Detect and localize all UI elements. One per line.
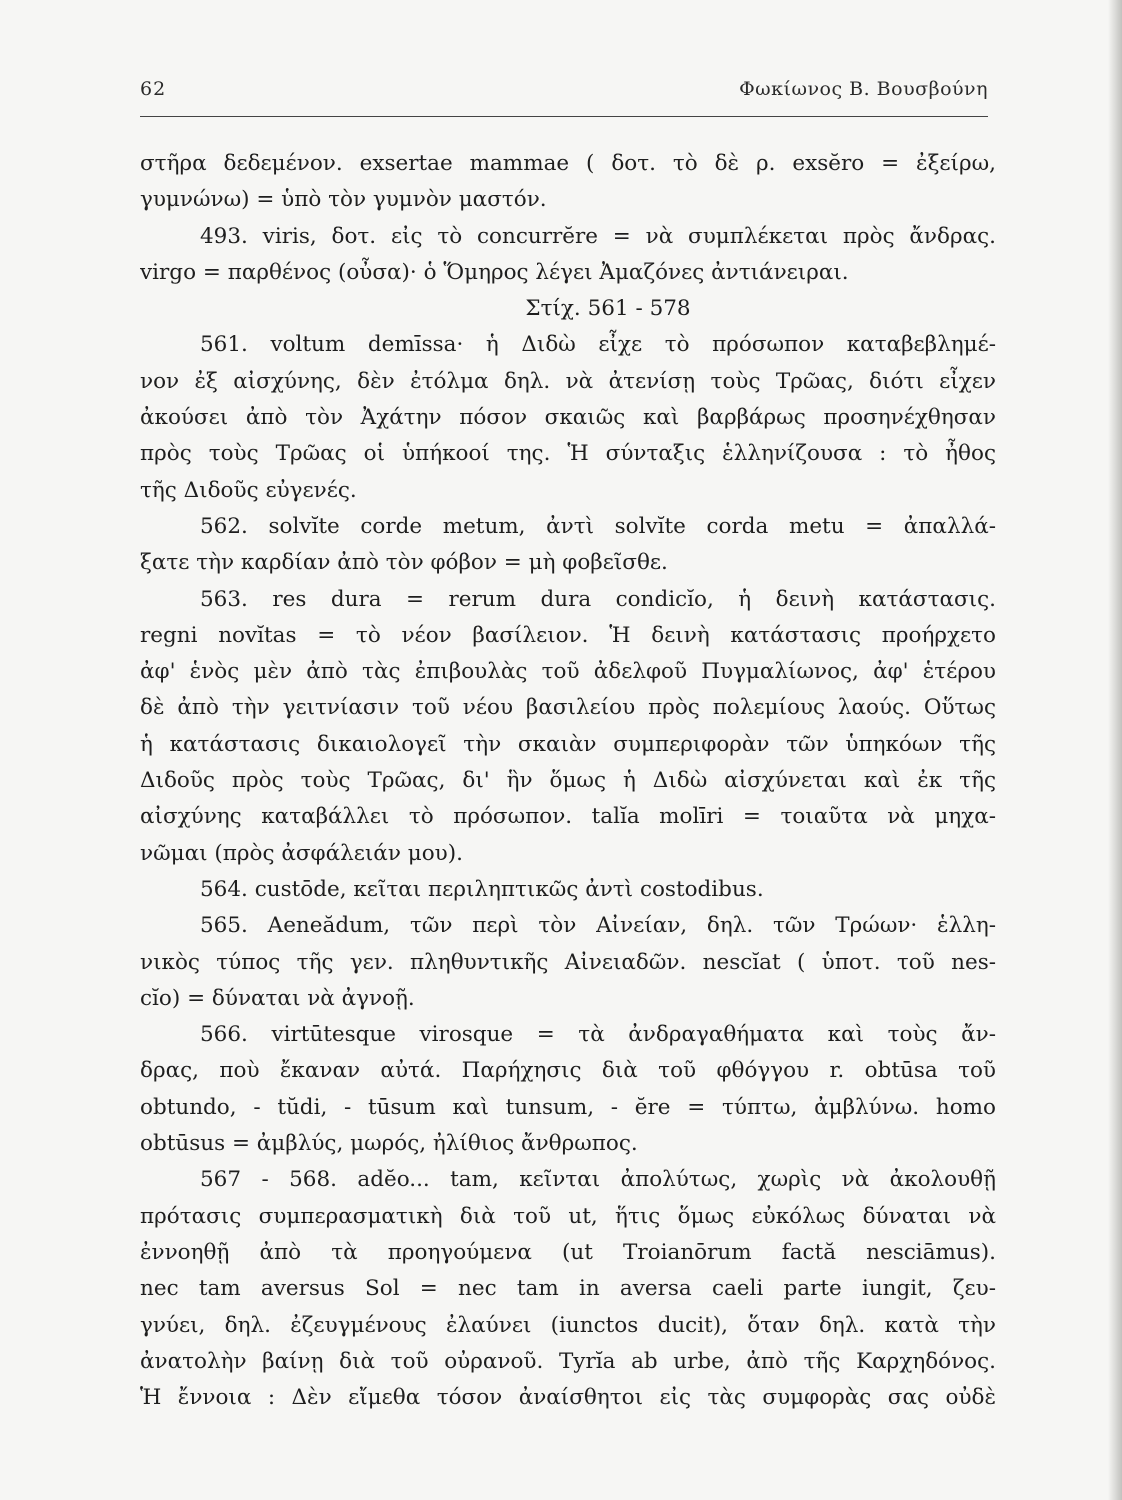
text-line: 563. res dura = rerum dura condicĭo, ἡ δεινὴ κατάστασις.: [200, 586, 996, 612]
text-line: γυμνώνω) = ὑπὸ τὸν γυμνὸν μαστόν.: [140, 187, 547, 213]
text-line: γνύει, δηλ. ἐζευγμένους ἐλαύνει (iunctos ducit), ὅταν δηλ. κατὰ τὴν: [140, 1312, 996, 1338]
text-line: 564. custōde, κεῖται περιληπτικῶς ἀντὶ costodibus.: [200, 876, 764, 902]
text-line: τῆς Διδοῦς εὐγενές.: [140, 477, 357, 503]
text-line: Στίχ. 561 - 578: [525, 296, 691, 322]
text-line: πρότασις συμπερασματικὴ διὰ τοῦ ut, ἥτις ὅμως εὐκόλως δύναται νὰ: [140, 1203, 996, 1229]
text-line: νικὸς τύπος τῆς γεν. πληθυντικῆς Αἰνειαδῶν. nescĭat ( ὑποτ. τοῦ nes-: [140, 949, 996, 975]
page-edge-shadow: [1108, 0, 1122, 1500]
text-line: 565. Aeneădum, τῶν περὶ τὸν Αἰνείαν, δηλ. τῶν Τρώων· ἑλλη-: [200, 913, 996, 939]
text-line: Διδοῦς πρὸς τοὺς Τρῶας, δι' ἣν ὅμως ἡ Διδὼ αἰσχύνεται καὶ ἐκ τῆς: [140, 768, 996, 794]
page-header: [140, 78, 988, 108]
text-line: αἰσχύνης καταβάλλει τὸ πρόσωπον. talĭa molīri = τοιαῦτα νὰ μηχα-: [140, 804, 996, 830]
page-number: 62: [140, 78, 167, 100]
text-line: πρὸς τοὺς Τρῶας οἱ ὑπήκοοί της. Ἡ σύνταξις ἑλληνίζουσα : τὸ ἦθος: [140, 441, 996, 467]
text-line: 562. solvĭte corde metum, ἀντὶ solvĭte corda metu = ἀπαλλά-: [200, 513, 996, 539]
text-line: 493. viris, δοτ. εἰς τὸ concurrĕre = νὰ συμπλέκεται πρὸς ἄνδρας.: [200, 223, 996, 249]
text-line: virgo = παρθένος (οὖσα)· ὁ Ὅμηρος λέγει Ἀμαζόνες ἀντιάνειραι.: [140, 259, 849, 285]
text-line: ἐννοηθῇ ἀπὸ τὰ προηγούμενα (ut Troianōrum factă nesciāmus).: [140, 1239, 996, 1265]
text-line: regni novĭtas = τὸ νέον βασίλειον. Ἡ δεινὴ κατάστασις προήρχετο: [140, 622, 996, 648]
header-rule: [140, 116, 988, 117]
text-line: obtūsus = ἀμβλύς, μωρός, ἠλίθιος ἄνθρωπος.: [140, 1131, 638, 1157]
text-line: ἀκούσει ἀπὸ τὸν Ἀχάτην πόσον σκαιῶς καὶ βαρβάρως προσηνέχθησαν: [140, 405, 996, 431]
text-line: Ἡ ἔννοια : Δὲν εἴμεθα τόσον ἀναίσθητοι εἰς τὰς συμφορὰς σας οὐδὲ: [140, 1385, 996, 1411]
commentary-body: [140, 146, 996, 1416]
text-line: nec tam aversus Sol = nec tam in aversa caeli parte iungit, ζευ-: [140, 1276, 996, 1302]
text-line: ξατε τὴν καρδίαν ἀπὸ τὸν φόβον = μὴ φοβεῖσθε.: [140, 550, 668, 576]
text-line: 561. voltum demīssa· ἡ Διδὼ εἶχε τὸ πρόσωπον καταβεβλημέ-: [200, 332, 996, 358]
text-line: νον ἐξ αἰσχύνης, δὲν ἐτόλμα δηλ. νὰ ἀτενίσῃ τοὺς Τρῶας, διότι εἶχεν: [140, 368, 996, 394]
text-line: 566. virtūtesque virosque = τὰ ἀνδραγαθήματα καὶ τοὺς ἄν-: [200, 1022, 996, 1048]
text-line: obtundo, - tŭdi, - tūsum καὶ tunsum, - ĕre = τύπτω, ἀμβλύνω. homo: [140, 1094, 996, 1120]
running-head: Φωκίωνος Β. Βουσβούνη: [739, 78, 988, 100]
text-line: στῆρα δεδεμένον. exsertae mammae ( δοτ. τὸ δὲ ρ. exsĕro = ἐξείρω,: [140, 151, 996, 176]
text-line: ἀφ' ἑνὸς μὲν ἀπὸ τὰς ἐπιβουλὰς τοῦ ἀδελφοῦ Πυγμαλίωνος, ἀφ' ἑτέρου: [140, 659, 996, 685]
text-line: δὲ ἀπὸ τὴν γειτνίασιν τοῦ νέου βασιλείου πρὸς πολεμίους λαούς. Οὕτως: [140, 695, 996, 721]
text-line: ἀνατολὴν βαίνῃ διὰ τοῦ οὐρανοῦ. Tyrĭa ab urbe, ἀπὸ τῆς Καρχηδόνος.: [140, 1348, 996, 1374]
text-line: cĭo) = δύναται νὰ ἀγνοῇ.: [140, 985, 415, 1011]
text-line: ἡ κατάστασις δικαιολογεῖ τὴν σκαιὰν συμπεριφορὰν τῶν ὑπηκόων τῆς: [140, 731, 996, 757]
text-line: δρας, ποὺ ἔκαναν αὐτά. Παρήχησις διὰ τοῦ φθόγγου r. obtūsa τοῦ: [140, 1058, 996, 1084]
text-line: 567 - 568. adĕo... tam, κεῖνται ἀπολύτως, χωρὶς νὰ ἀκολουθῇ: [200, 1167, 996, 1193]
text-line: νῶμαι (πρὸς ἀσφάλειάν μου).: [140, 840, 463, 866]
